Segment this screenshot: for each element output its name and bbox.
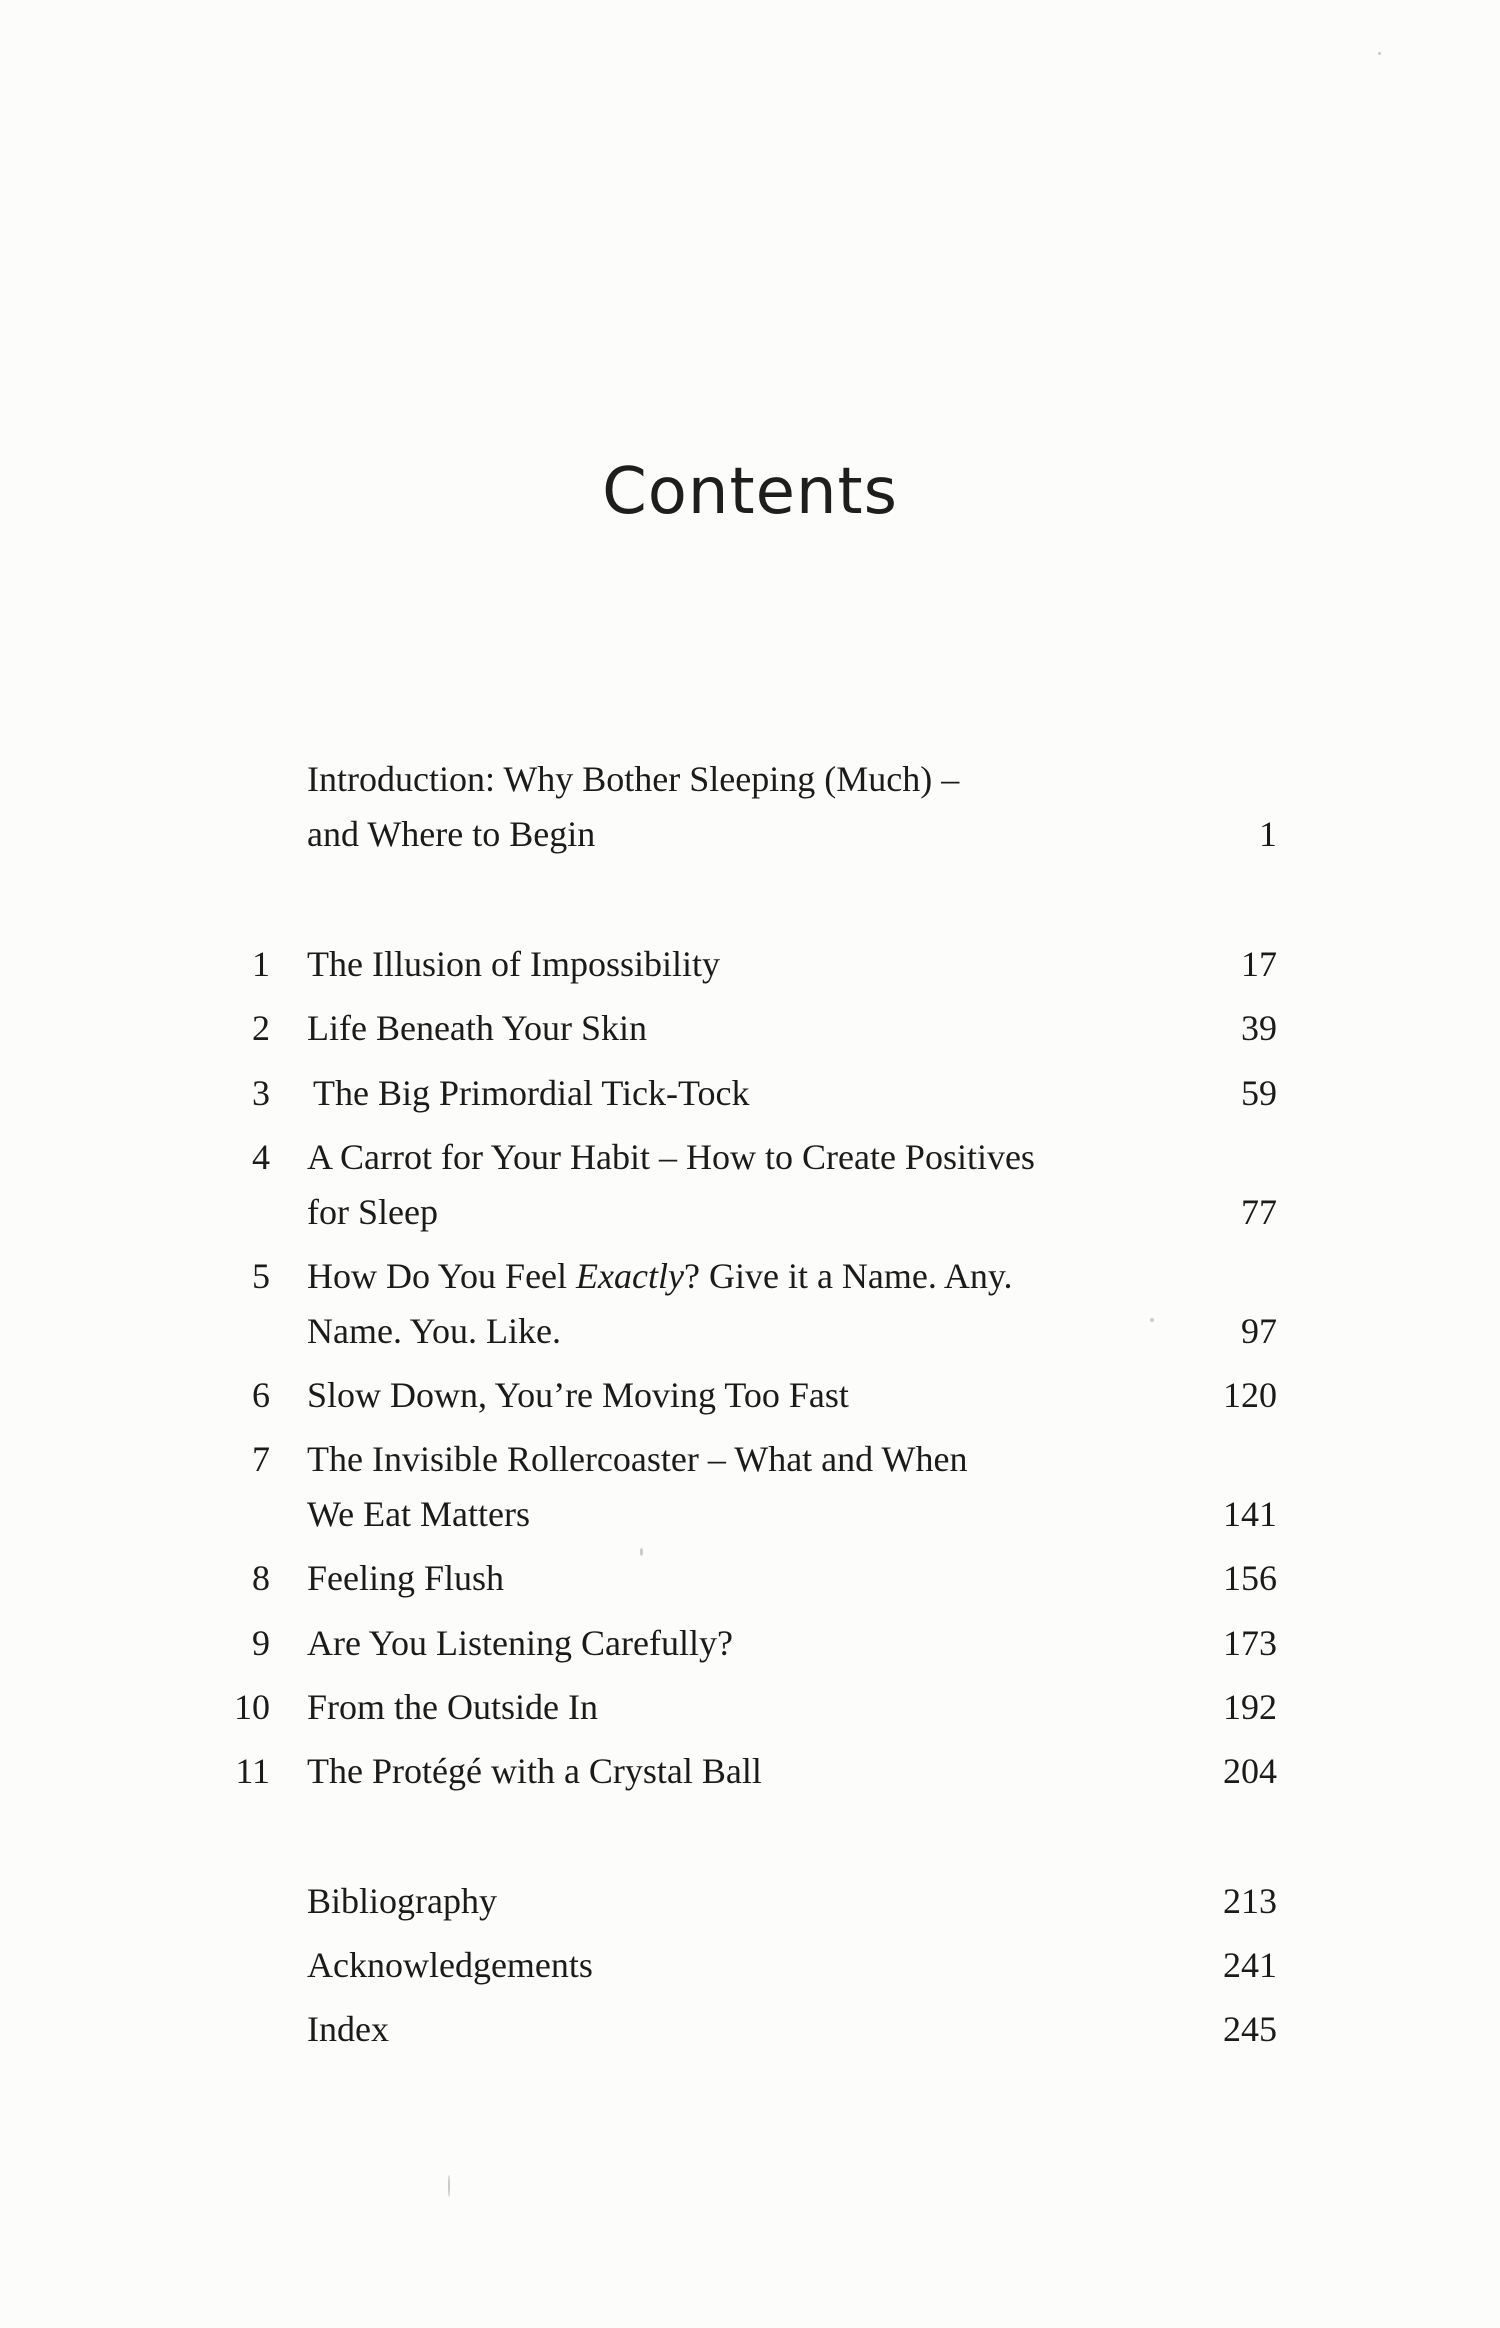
title-text: ? Give it a Name. Any.	[683, 1256, 1013, 1296]
title-text: How Do You Feel	[307, 1256, 577, 1296]
entry-page-number: 241	[1223, 1945, 1277, 1985]
entry-page-number: 192	[1223, 1687, 1277, 1727]
entry-title-line-1: Life Beneath Your Skin	[307, 1008, 647, 1048]
entry-page-number: 97	[1241, 1311, 1277, 1351]
chapter-number: 5	[252, 1256, 270, 1296]
entry-page-number: 213	[1223, 1881, 1277, 1921]
chapter-number: 7	[252, 1439, 270, 1479]
entry-page-number: 204	[1223, 1751, 1277, 1791]
entry-title-line-1: The Illusion of Impossibility	[307, 944, 720, 984]
entry-title-line-1: A Carrot for Your Habit – How to Create Positives	[307, 1137, 1035, 1177]
entry-page-number: 245	[1223, 2009, 1277, 2049]
entry-title-line-1: Feeling Flush	[307, 1558, 505, 1598]
scan-speck	[448, 2175, 450, 2197]
chapter-number: 9	[252, 1623, 270, 1663]
entry-page-number: 77	[1241, 1192, 1277, 1232]
entry-title-line-1: Index	[307, 2009, 389, 2049]
entry-title-line-1: Bibliography	[307, 1881, 497, 1921]
chapter-number: 8	[252, 1558, 270, 1598]
entry-title-line-1	[307, 1255, 1013, 1297]
entry-page-number: 156	[1223, 1558, 1277, 1598]
entry-page-number: 141	[1223, 1494, 1277, 1534]
entry-title-line-1: The Big Primordial Tick-Tock	[313, 1073, 750, 1113]
chapter-number: 4	[252, 1137, 270, 1177]
entry-title-line-2: Name. You. Like.	[307, 1311, 561, 1351]
entry-page-number: 59	[1241, 1073, 1277, 1113]
entry-page-number: 17	[1241, 944, 1277, 984]
entry-page-number: 173	[1223, 1623, 1277, 1663]
entry-page-number: 39	[1241, 1008, 1277, 1048]
entry-title-line-1: From the Outside In	[307, 1687, 598, 1727]
chapter-number: 1	[252, 944, 270, 984]
chapter-number: 2	[252, 1008, 270, 1048]
entry-title-line-2: and Where to Begin	[307, 814, 596, 854]
scan-speck	[640, 1548, 643, 1556]
entry-title-line-1: Acknowledgements	[307, 1945, 593, 1985]
entry-title-line-1: Slow Down, You’re Moving Too Fast	[307, 1375, 849, 1415]
chapter-number: 10	[234, 1687, 270, 1727]
page-title: Contents	[602, 455, 898, 529]
chapter-number: 11	[235, 1751, 270, 1791]
chapter-number: 3	[252, 1073, 270, 1113]
chapter-number: 6	[252, 1375, 270, 1415]
scan-speck	[1150, 1318, 1154, 1322]
entry-title-line-1: Are You Listening Carefully?	[307, 1623, 733, 1663]
entry-title-line-1: The Protégé with a Crystal Ball	[307, 1751, 762, 1791]
entry-title-line-2: for Sleep	[307, 1192, 438, 1232]
scan-speck	[1378, 52, 1381, 55]
entry-title-line-1: The Invisible Rollercoaster – What and When	[307, 1439, 968, 1479]
entry-title-line-1: Introduction: Why Bother Sleeping (Much) –	[307, 759, 960, 799]
entry-page-number: 1	[1259, 814, 1277, 854]
entry-page-number: 120	[1223, 1375, 1277, 1415]
title-emphasis: Exactly	[576, 1256, 684, 1296]
entry-title-line-2: We Eat Matters	[307, 1494, 531, 1534]
